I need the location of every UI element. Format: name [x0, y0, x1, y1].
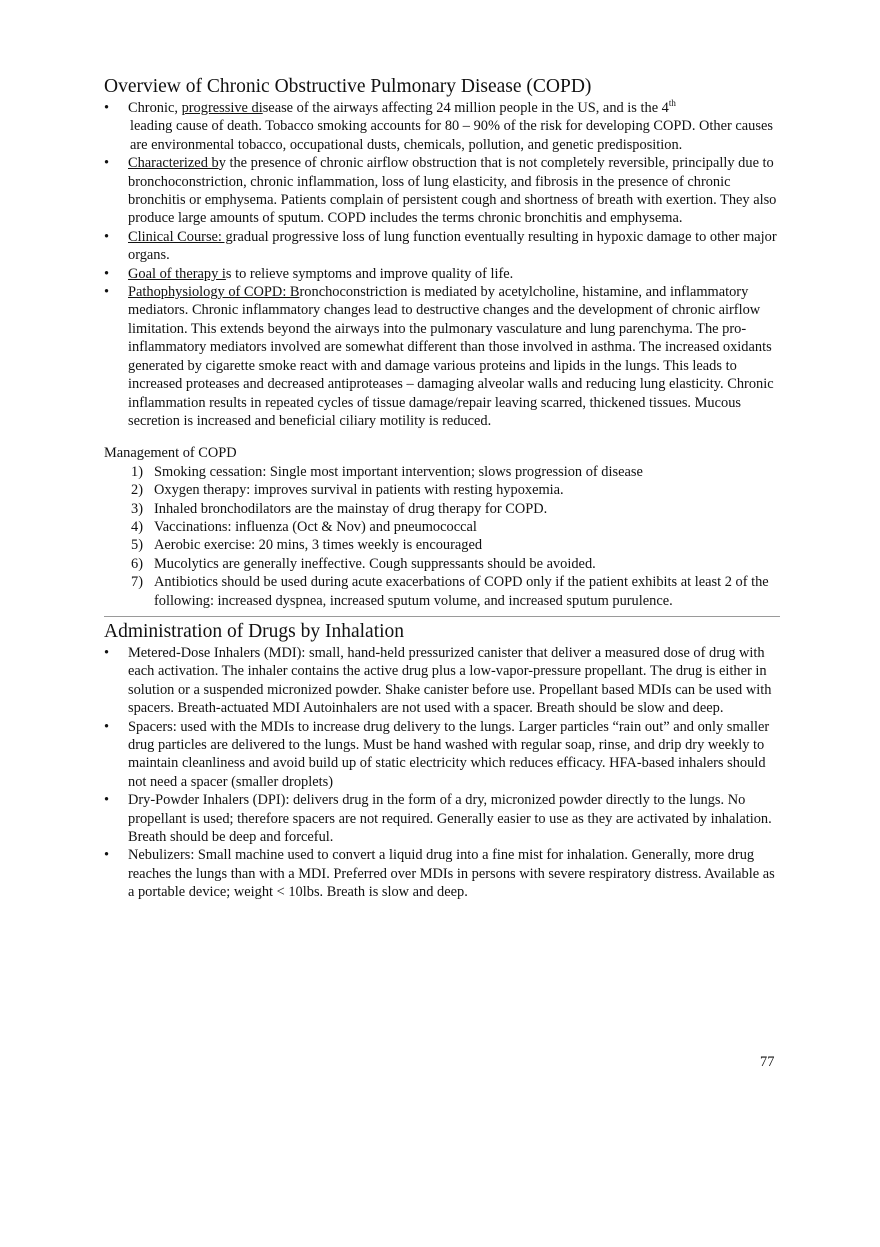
- bullet-text: y the presence of chronic airflow obstruction that is not completely reversible, principally due to bronchoconstriction, chronic inflammation, loss of lung elasticity, and fibrosis in the presence of chronic bronchitis or emphysema. Patients complain of persistent cough and shortness of breath with exertion. They also produce large amounts of sputum. COPD includes the terms chronic bronchitis and emphysema.: [128, 155, 777, 227]
- bullet-icon: •: [104, 228, 110, 245]
- list-item: [104, 573, 780, 610]
- section-divider: [104, 616, 780, 617]
- list-item: [104, 846, 780, 901]
- copd-overview-list: [104, 99, 780, 430]
- superscript-ordinal: th: [668, 98, 676, 109]
- list-item: [104, 500, 780, 518]
- bullet-text: leading cause of death. Tobacco smoking accounts for 80 – 90% of the risk for developing COPD. Other causes are environmental tobacco, occupational dusts, chemicals, pollution, and genetic predisposition.: [130, 118, 773, 153]
- bullet-icon: •: [104, 284, 110, 301]
- list-item-text: Vaccinations: influenza (Oct & Nov) and pneumococcal: [154, 518, 477, 535]
- bullet-text: Nebulizers: Small machine used to convert a liquid drug into a fine mist for inhalation. Generally, more drug reaches the lungs than with a MDI. Preferred over MDIs in persons with severe respiratory distress. Available as a portable device; weight < 10lbs. Breath is slow and deep.: [128, 847, 775, 901]
- inhalation-section: [104, 621, 780, 902]
- bullet-icon: •: [104, 718, 110, 735]
- bullet-icon: •: [104, 100, 110, 116]
- underlined-term: Goal of therapy i: [128, 265, 226, 282]
- list-number: 3): [131, 500, 143, 517]
- inhalation-list: [104, 644, 780, 902]
- list-number: 2): [131, 482, 143, 499]
- management-list: [104, 463, 780, 610]
- list-item: [104, 99, 780, 154]
- list-item: [104, 228, 780, 265]
- underlined-term: Pathophysiology of COPD: B: [128, 284, 300, 301]
- list-item: [104, 718, 780, 792]
- list-number: 6): [131, 555, 143, 572]
- page-number: 77: [760, 1054, 775, 1070]
- bullet-text: radual progressive loss of lung function eventually resulting in hypoxic damage to other major organs.: [128, 228, 777, 264]
- list-item: [104, 265, 780, 283]
- underlined-term: progressive di: [181, 100, 263, 116]
- bullet-icon: •: [104, 847, 110, 864]
- list-item: [104, 536, 780, 554]
- underlined-term: Characterized b: [128, 155, 219, 172]
- section-title-copd-overview: Overview of Chronic Obstructive Pulmonary Disease (COPD): [104, 76, 592, 97]
- list-item: [104, 518, 780, 536]
- bullet-text: Dry-Powder Inhalers (DPI): delivers drug in the form of a dry, micronized powder directly to the lungs. No propellant is used; therefore spacers are not required. Generally easier to use as they are activated by inhalation. Breath should be deep and forceful.: [128, 792, 772, 846]
- list-item: [104, 283, 780, 430]
- bullet-icon: •: [104, 792, 110, 809]
- list-item-text: Mucolytics are generally ineffective. Cough suppressants should be avoided.: [154, 555, 596, 572]
- list-item-text: Oxygen therapy: improves survival in patients with resting hypoxemia.: [154, 482, 564, 499]
- list-number: 4): [131, 518, 143, 535]
- bullet-text: s to relieve symptoms and improve quality of life.: [225, 265, 514, 282]
- list-item-text: Inhaled bronchodilators are the mainstay of drug therapy for COPD.: [154, 500, 548, 517]
- list-number: 5): [131, 537, 143, 554]
- bullet-text: Metered-Dose Inhalers (MDI): small, hand-held pressurized canister that deliver a measured dose of drug with each activation. The inhaler contains the active drug plus a low-vapor-pressure propellant. The drug is either in solution or a suspended micronized powder. Shake canister before use. Propellant based MDIs can be used with spacers. Breath-actuated MDI Autoinhalers are not used with a spacer. Breath should be slow and deep.: [128, 644, 772, 717]
- bullet-text-lead: Chronic,: [128, 100, 182, 116]
- list-item-text: Aerobic exercise: 20 mins, 3 times weekly is encouraged: [154, 537, 483, 554]
- list-item-text: Smoking cessation: Single most important intervention; slows progression of disease: [154, 463, 643, 480]
- bullet-text: Spacers: used with the MDIs to increase drug delivery to the lungs. Larger particles “rain out” and only smaller drug particles are delivered to the lungs. Must be hand washed with regular soap, rinse, and drip dry weekly to maintain cleanliness and avoid build up of static electricity which reduces efficacy. HFA-based inhalers should not need a spacer (smaller droplets): [128, 718, 770, 790]
- list-item: [104, 555, 780, 573]
- list-item: [104, 644, 780, 718]
- bullet-icon: •: [104, 155, 110, 172]
- list-item: [104, 481, 780, 499]
- list-number: 1): [131, 463, 143, 480]
- bullet-text: ronchoconstriction is mediated by acetylcholine, histamine, and inflammatory mediators. Chronic inflammatory changes lead to destructive changes and the development of chronic airflow limitation. This extends beyond the airways into the pulmonary vasculature and lung parenchyma. The pro-inflammatory mediators involved are somewhat different than those involved in asthma. The increased oxidants generated by cigarette smoke react with and damage various proteins and lipids in the lungs. This leads to increased proteases and decreased antiproteases – damaging alveolar walls and reducing lung elasticity. Chronic inflammation results in repeated cycles of tissue damage/repair leaving scarred, thickened tissues. Mucous secretion is increased and beneficial ciliary motility is reduced.: [128, 284, 774, 429]
- underlined-term: Clinical Course: g: [128, 228, 233, 245]
- page-content: [104, 76, 780, 902]
- management-title: Management of COPD: [104, 445, 237, 462]
- bullet-icon: •: [104, 644, 110, 661]
- bullet-icon: •: [104, 265, 110, 282]
- list-item: [104, 463, 780, 481]
- list-item-text: Antibiotics should be used during acute exacerbations of COPD only if the patient exhibits at least 2 of the following: increased dyspnea, increased sputum volume, and increased sputum purulence.: [154, 574, 769, 609]
- list-item: [104, 154, 780, 228]
- list-item: [104, 791, 780, 846]
- section-title-inhalation: Administration of Drugs by Inhalation: [104, 620, 405, 642]
- list-number: 7): [131, 574, 143, 591]
- bullet-text-lead-rest: sease of the airways affecting 24 million people in the US, and is the 4: [262, 100, 669, 116]
